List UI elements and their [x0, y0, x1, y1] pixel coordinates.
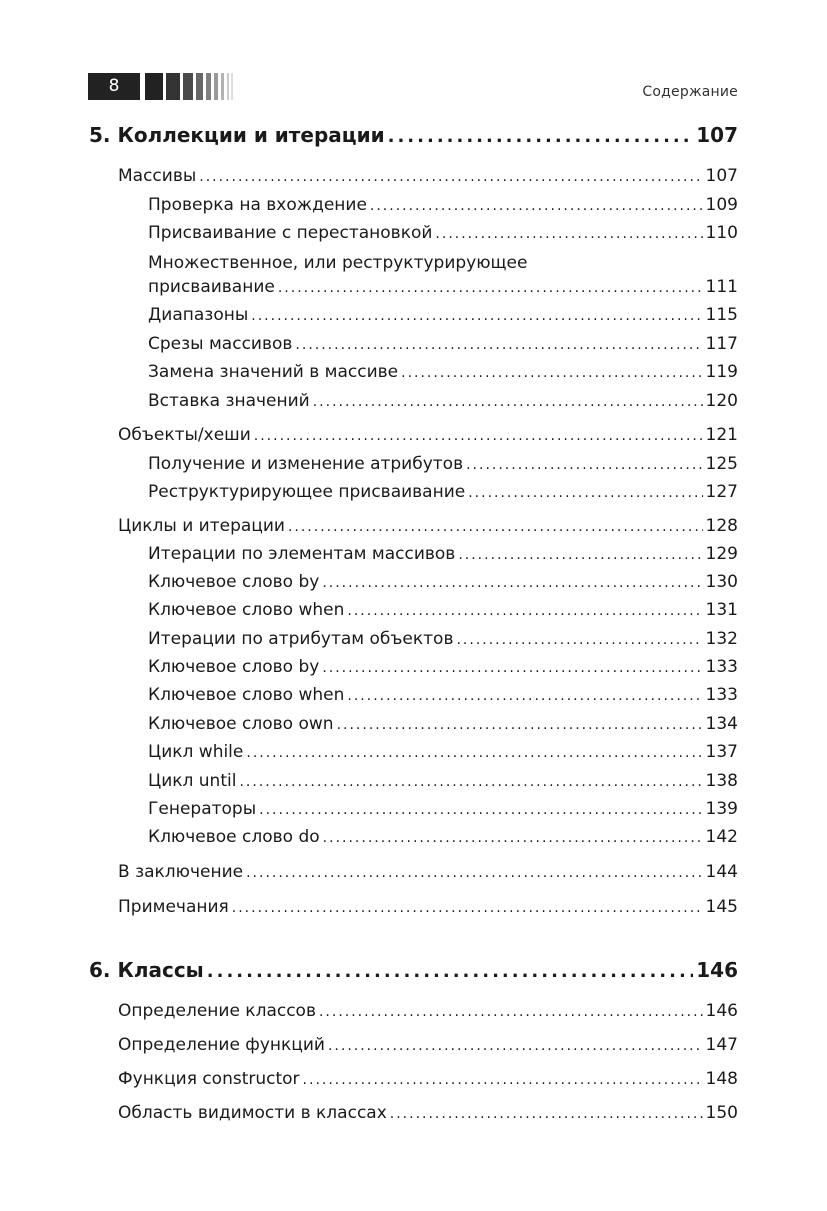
toc-page: 133	[705, 657, 738, 677]
toc-entry-title: Цикл while	[148, 742, 244, 762]
toc-page: 146	[705, 1001, 738, 1021]
toc-page: 142	[705, 827, 738, 847]
toc-leader	[347, 688, 702, 704]
toc-entry[interactable]	[118, 1069, 738, 1089]
toc-page: 117	[705, 334, 738, 354]
toc-leader	[322, 575, 702, 591]
toc-leader	[328, 1038, 703, 1054]
toc-leader	[456, 632, 702, 648]
decorative-bar	[206, 73, 211, 100]
toc-page: 148	[705, 1069, 738, 1089]
toc-leader	[239, 774, 702, 790]
toc-leader	[313, 394, 703, 410]
toc-leader	[232, 900, 703, 916]
toc-entry-title: Диапазоны	[148, 305, 249, 325]
toc-entry-title: Ключевое слово by	[148, 657, 320, 677]
toc-entry[interactable]	[118, 516, 738, 536]
toc-entry-title-line1[interactable]: Множественное, или реструктурирующее	[148, 253, 528, 273]
toc-entry-title: Ключевое слово by	[148, 572, 320, 592]
toc-leader	[347, 603, 702, 619]
toc-entry-title: Цикл until	[148, 771, 237, 791]
toc-page: 134	[705, 714, 738, 734]
toc-subentry[interactable]	[148, 799, 738, 819]
toc-entry-title: Проверка на вхождение	[148, 195, 367, 215]
toc-page: 115	[705, 305, 738, 325]
toc-subentry[interactable]	[148, 277, 738, 297]
toc-page: 121	[705, 425, 738, 445]
toc-subentry[interactable]	[148, 544, 738, 564]
toc-page: 107	[705, 166, 738, 186]
toc-page: 138	[705, 771, 738, 791]
toc-page: 129	[705, 544, 738, 564]
toc-page: 107	[696, 123, 738, 147]
toc-entry-title: Ключевое слово when	[148, 600, 345, 620]
toc-subentry[interactable]	[148, 572, 738, 592]
toc-entry-title: Реструктурирующее присваивание	[148, 482, 466, 502]
toc-page: 119	[705, 362, 738, 382]
toc-leader	[323, 830, 703, 846]
toc-chapter-title: 6. Классы	[89, 958, 204, 982]
toc-entry-title: Область видимости в классах	[118, 1103, 387, 1123]
toc-leader	[254, 428, 703, 444]
toc-leader	[259, 802, 702, 818]
toc-page: 131	[705, 600, 738, 620]
toc-subentry[interactable]	[148, 742, 738, 762]
toc-leader	[468, 485, 702, 501]
toc-entry[interactable]	[118, 166, 738, 186]
toc-entry[interactable]	[118, 897, 738, 917]
decorative-bar	[183, 73, 193, 100]
toc-entry[interactable]	[118, 1001, 738, 1021]
toc-page: 127	[705, 482, 738, 502]
toc-chapter[interactable]	[89, 123, 738, 147]
toc-page: 130	[705, 572, 738, 592]
decorative-bar	[214, 73, 218, 100]
toc-subentry[interactable]	[148, 685, 738, 705]
toc-entry-title: Функция constructor	[118, 1069, 300, 1089]
toc-page: 147	[705, 1035, 738, 1055]
toc-page: 111	[705, 277, 738, 297]
toc-subentry[interactable]	[148, 771, 738, 791]
toc-entry-title: Ключевое слово do	[148, 827, 320, 847]
toc-leader	[246, 745, 702, 761]
toc-leader	[337, 717, 703, 733]
toc-subentry[interactable]	[148, 223, 738, 243]
toc-leader	[246, 865, 702, 881]
toc-entry-title: Определение функций	[118, 1035, 325, 1055]
toc-entry-title: Срезы массивов	[148, 334, 293, 354]
toc-page: 150	[705, 1103, 738, 1123]
toc-page: 110	[705, 223, 738, 243]
toc-entry-title: Замена значений в массиве	[148, 362, 399, 382]
toc-chapter[interactable]	[89, 958, 738, 982]
toc-leader	[390, 1106, 703, 1122]
toc-subentry[interactable]	[148, 657, 738, 677]
page-header	[0, 0, 827, 110]
toc-leader	[295, 337, 702, 353]
toc-entry[interactable]	[118, 862, 738, 882]
toc-entry-title: Вставка значений	[148, 391, 310, 411]
toc-leader	[251, 308, 702, 324]
toc-leader	[401, 365, 702, 381]
toc-leader	[199, 169, 702, 185]
toc-subentry[interactable]	[148, 362, 738, 382]
toc-page: 133	[705, 685, 738, 705]
toc-subentry[interactable]	[148, 334, 738, 354]
toc-page: 146	[696, 958, 738, 982]
toc-subentry[interactable]	[148, 454, 738, 474]
toc-leader	[278, 280, 703, 296]
toc-page: 144	[705, 862, 738, 882]
page-number: 8	[88, 73, 140, 100]
toc-subentry[interactable]	[148, 629, 738, 649]
toc-chapter-title: 5. Коллекции и итерации	[89, 123, 385, 147]
toc-entry-title: Массивы	[118, 166, 197, 186]
toc-subentry[interactable]	[148, 600, 738, 620]
toc-entry-title: Получение и изменение атрибутов	[148, 454, 464, 474]
toc-leader	[322, 660, 702, 676]
decorative-bar	[231, 73, 233, 100]
toc-page: 137	[705, 742, 738, 762]
toc-subentry[interactable]	[148, 305, 738, 325]
toc-entry-title: Ключевое слово own	[148, 714, 334, 734]
toc-entry-title: Ключевое слово when	[148, 685, 345, 705]
toc-leader	[388, 126, 694, 147]
toc-subentry[interactable]	[148, 391, 738, 411]
toc-page: 128	[705, 516, 738, 536]
toc-leader	[370, 198, 703, 214]
toc-entry-title: Определение классов	[118, 1001, 316, 1021]
decorative-bar	[227, 73, 229, 100]
toc-leader	[207, 961, 693, 982]
decorative-bar	[145, 73, 163, 100]
toc-subentry[interactable]	[148, 482, 738, 502]
decorative-bar	[166, 73, 180, 100]
decorative-bar	[221, 73, 224, 100]
toc-subentry[interactable]	[148, 714, 738, 734]
toc-entry-title: Присваивание с перестановкой	[148, 223, 433, 243]
toc-entry-title: Генераторы	[148, 799, 257, 819]
toc-entry[interactable]	[118, 425, 738, 445]
toc-page: 139	[705, 799, 738, 819]
toc-page: 109	[705, 195, 738, 215]
toc-entry-title: Итерации по элементам массивов	[148, 544, 456, 564]
toc-entry-title: Объекты/хеши	[118, 425, 251, 445]
running-title: Содержание	[642, 84, 738, 100]
toc-leader	[288, 519, 703, 535]
toc-entry-title: Примечания	[118, 897, 229, 917]
toc-entry-title: Циклы и итерации	[118, 516, 285, 536]
toc-subentry[interactable]	[148, 827, 738, 847]
toc-page: 125	[705, 454, 738, 474]
toc-entry-title: В заключение	[118, 862, 244, 882]
toc-subentry[interactable]	[148, 195, 738, 215]
toc-page: 132	[705, 629, 738, 649]
toc-leader	[458, 547, 702, 563]
toc-entry[interactable]	[118, 1103, 738, 1123]
toc-page: 120	[705, 391, 738, 411]
decorative-bar	[196, 73, 203, 100]
toc-leader	[303, 1072, 703, 1088]
toc-leader	[466, 457, 702, 473]
toc-page: 145	[705, 897, 738, 917]
toc-entry[interactable]	[118, 1035, 738, 1055]
toc-leader	[435, 226, 702, 242]
toc-entry-title: присваивание	[148, 277, 275, 297]
toc-entry-title: Итерации по атрибутам объектов	[148, 629, 454, 649]
toc-leader	[319, 1004, 703, 1020]
